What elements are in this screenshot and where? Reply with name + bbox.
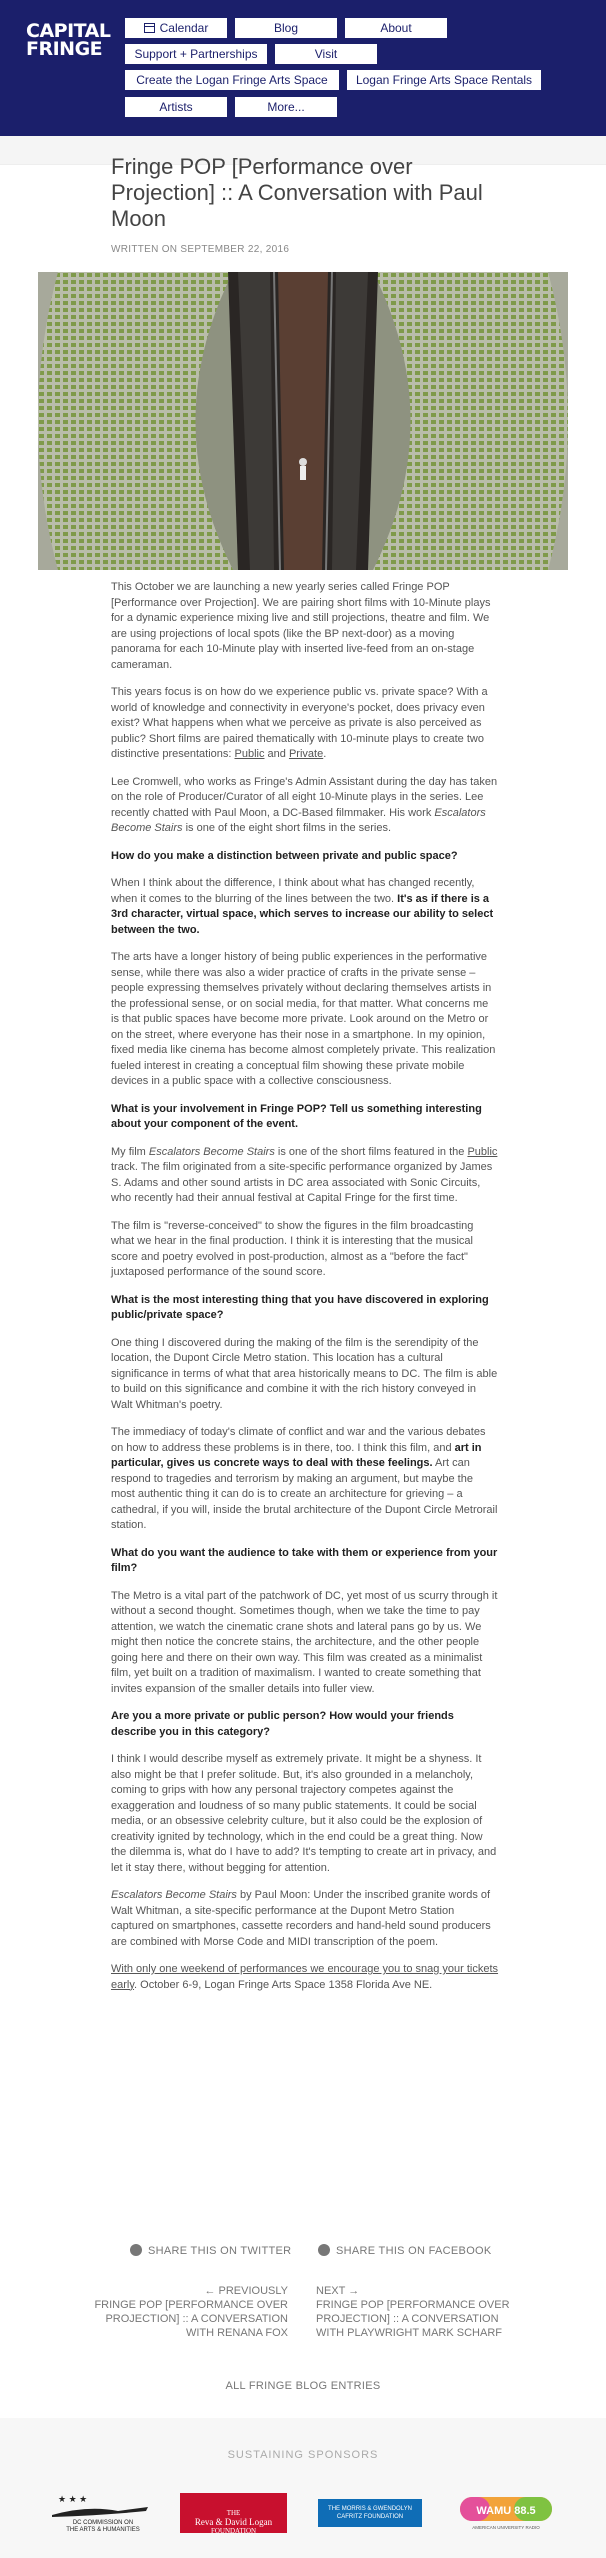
twitter-icon: [130, 2244, 142, 2256]
text-span: is one of the eight short films in the series.: [182, 822, 392, 834]
text-span: . October 6-9, Logan Fringe Arts Space 1358 Florida Ave NE.: [134, 1978, 433, 1991]
logan-line-3: FOUNDATION: [210, 2527, 257, 2535]
nav-about-button[interactable]: About: [345, 18, 447, 38]
answer-5: One thing I discovered during the making of the film is the serendipity of the location, the Dupont Circle Metro station. This location has a cultural significance in terms of what that area historically means to DC. The film is able to build on this significance and combine it with the rich history conveyed in Walt Whitman's poetry.: [111, 1336, 498, 1411]
text-span: track. The film originated from a site-specific performance organized by James S. Adams and other sound artists in DC area associated with Sonic Circuits, who recently had their annual festival at Capital Fringe for the first time.: [111, 1161, 493, 1204]
logan-line-2: Reva & David Logan: [194, 2517, 273, 2527]
cafritz-foundation-logo[interactable]: [318, 2499, 422, 2527]
answer-3: [111, 1145, 499, 1207]
paragraph-focus: [111, 685, 499, 763]
film-title: Escalators Become Stairs: [111, 1889, 237, 1901]
nav-logan-rentals-button[interactable]: Logan Fringe Arts Space Rentals: [347, 70, 541, 90]
capital-fringe-logo[interactable]: [26, 22, 111, 58]
answer-4: The film is "reverse-conceived" to show the figures in the film broadcasting what we hear in the final production. I think it is interesting that the musical score and poetry evolved in post-production, almost as a "before the fact" juxtaposed performance of the sound score.: [111, 1219, 474, 1278]
hero-image: [38, 272, 568, 570]
tickets-paragraph: [111, 1962, 499, 1993]
text-span: My film: [111, 1145, 149, 1158]
emphasis-text: It's as if there is a 3rd character, virtual space, which serves to increase our ability to select between the two.: [111, 892, 494, 936]
answer-8: I think I would describe myself as extremely private. It might be a shyness. It also might be that I prefer solitude. But, it's also grounded in a melancholy, coming to grips with how any personal trajectory competes against the exaggeration and loudness of so many public statements. It could be social media, or an obsessive celebrity culture, but it also could be the explosion of creativity ignited by technology, which in the end could be a great thing. Now the dilemma is, what do I have to add? It's tempting to create art in privacy, and let it stay there, without begging for attention.: [111, 1753, 497, 1874]
share-label: SHARE THIS ON TWITTER: [148, 2245, 292, 2257]
question-2: What is your involvement in Fringe POP? Tell us something interesting about your component of the event.: [111, 1102, 482, 1130]
article-body: [111, 580, 499, 2005]
film-title: Escalators Become Stairs: [148, 1145, 275, 1158]
answer-1: [111, 876, 499, 938]
nav-artists-button[interactable]: Artists: [125, 97, 227, 117]
morris-line-2: CAFRITZ FOUNDATION: [336, 2514, 404, 2520]
previous-title: FRINGE POP [PERFORMANCE OVER PROJECTION] :: A CONVERSATION WITH RENANA FOX: [94, 2299, 288, 2339]
text-span: Lee Cromwell, who works as Fringe's Admin Assistant during the day has taken on the role of Producer/Curator of all eight 10-Minute plays in the series. Lee recently chatted with Paul Moon, a DC-Based filmmaker. His work: [111, 775, 498, 819]
nav-support-button[interactable]: Support + Partnerships: [125, 44, 267, 64]
dc-line-2: THE ARTS & HUMANITIES: [66, 2527, 140, 2533]
sponsors-title: SUSTAINING SPONSORS: [227, 2449, 379, 2461]
text-span: and: [264, 748, 289, 760]
paragraph-intro: This October we are launching a new yearly series called Fringe POP [Performance over Projection]. We are pairing short films with 10-Minute plays for a dynamic experience mixing live and still projections, theatre and film. We are using projections of local spots (like the BP next-door) as a moving panorama for each 10-Minute play with inserted live-feed from an on-stage cameraman.: [111, 581, 491, 671]
logan-foundation-logo[interactable]: [180, 2493, 287, 2533]
morris-line-1: THE MORRIS & GWENDOLYN: [328, 2506, 412, 2512]
logo-line-1: CAPITAL: [26, 20, 111, 42]
share-label: SHARE THIS ON FACEBOOK: [336, 2245, 492, 2257]
dc-commission-logo[interactable]: [48, 2493, 158, 2533]
text-span: .: [323, 748, 327, 760]
nav-label: Calendar: [159, 21, 209, 35]
calendar-icon: [144, 23, 155, 33]
previous-post-link[interactable]: [90, 2284, 288, 2340]
nav-create-logan-button[interactable]: Create the Logan Fringe Arts Space: [125, 70, 339, 90]
text-span: The immediacy of today's climate of conflict and war and the various debates on how to address these problems is in there, too. I think this film, and: [111, 1426, 486, 1454]
sponsors-section: [0, 2418, 606, 2558]
emphasis-text: art in particular, gives us concrete ways to deal with these feelings.: [111, 1441, 482, 1469]
paragraph-lee: [111, 775, 499, 837]
film-title: Escalators Become Stairs: [111, 806, 486, 834]
nav-more-button[interactable]: More...: [235, 97, 337, 117]
next-label: NEXT →: [316, 2285, 360, 2297]
private-link[interactable]: Private: [288, 748, 324, 760]
escalator-tunnel-illustration: [38, 272, 568, 570]
wamu-mark: [454, 2493, 558, 2533]
text-span: When I think about the difference, I think about what has changed recently, when it comes to the blurring of the lines between the two.: [111, 877, 475, 905]
previous-label: ← PREVIOUSLY: [204, 2285, 288, 2297]
answer-6: [111, 1425, 499, 1534]
wamu-logo[interactable]: [454, 2493, 558, 2533]
question-1: How do you make a distinction between private and public space?: [111, 849, 458, 862]
nav-visit-button[interactable]: Visit: [275, 44, 377, 64]
wamu-text: WAMU 88.5: [476, 2505, 536, 2517]
public-track-link[interactable]: Public: [467, 1145, 498, 1158]
answer-2: The arts have a longer history of being public experiences in the performative sense, while there was also a wider practice of crafts in the private sense – people expressing themselves privately without declaring themselves artists in the professional sense, or on social media, for that matter. What concerns me is that public spaces have become more private. Look around on the Metro or on the street, where everyone has their nose in a smartphone. In my opinion, fixed media like cinema has become almost completely private. This realization fueled interest in creating a conceptual film showing these private mobile devices in a public space with a collective consciousness.: [111, 951, 496, 1087]
post-date: WRITTEN ON SEPTEMBER 22, 2016: [111, 244, 290, 255]
wamu-subtext: AMERICAN UNIVERSITY RADIO: [472, 2525, 540, 2530]
question-5: Are you a more private or public person? How would your friends describe you in this category?: [111, 1710, 454, 1738]
share-facebook-button[interactable]: [318, 2244, 492, 2257]
all-blog-entries-link[interactable]: ALL FRINGE BLOG ENTRIES: [225, 2380, 381, 2392]
public-link[interactable]: Public: [234, 748, 265, 760]
site-header: [0, 0, 606, 136]
film-credit: [111, 1888, 499, 1950]
facebook-icon: [318, 2244, 330, 2256]
dc-commission-mark: [48, 2493, 158, 2533]
answer-7: The Metro is a vital part of the patchwork of DC, yet most of us scurry through it without a second thought. Sometimes though, when we take the time to pay attention, we watch the cinematic crane shots and lateral pans go by us. We might then notice the concrete stains, the architecture, and the other people going here and there on their own way. This film was created as a minimalist film, yet built on a tradition of maximalism. I wanted to create something that invites expansion of the smaller details into fuller view.: [111, 1589, 498, 1695]
text-span: Art can respond to tragedies and terrorism by making an argument, but maybe the most authentic thing it can do is to create an architecture for grieving – a cathedral, if you will, inside the brutal architecture of the Dupont Circle Metrorail station.: [111, 1457, 498, 1531]
tickets-link[interactable]: With only one weekend of performances we encourage you to snag your tickets early: [111, 1963, 499, 1991]
nav-calendar-button[interactable]: [125, 18, 227, 38]
post-title: Fringe POP [Performance over Projection] :: A Conversation with Paul Moon: [111, 154, 483, 231]
logan-line-1: THE: [226, 2509, 241, 2517]
question-3: What is the most interesting thing that you have discovered in exploring public/private space?: [111, 1293, 489, 1321]
next-post-link[interactable]: [316, 2284, 522, 2340]
logo-line-2: FRINGE: [26, 38, 103, 60]
question-4: What do you want the audience to take with them or experience from your film?: [111, 1546, 498, 1574]
nav-blog-button[interactable]: Blog: [235, 18, 337, 38]
svg-text:★ ★ ★: ★ ★ ★: [58, 2494, 88, 2504]
dc-line-1: DC COMMISSION ON: [72, 2520, 134, 2526]
text-span: by Paul Moon: Under the inscribed granite words of Walt Whitman, a site-specific performance at the Dupont Metro Station captured on smartphones, cassette recorders and hand-held sound producers are combined with Morse Code and MIDI transcription of the poem.: [111, 1889, 491, 1948]
next-title: FRINGE POP [PERFORMANCE OVER PROJECTION] :: A CONVERSATION WITH PLAYWRIGHT MARK SCHARF: [316, 2299, 510, 2339]
text-span: This years focus is on how do we experience public vs. private space? With a world of knowledge and connectivity in everyone's pocket, does privacy even exist? What happens when what we perceive as private is also perceived as public? Short films are paired thematically with 10-minute plays to create two distinctive presentations:: [111, 686, 488, 760]
share-twitter-button[interactable]: [130, 2244, 291, 2257]
text-span: is one of the short films featured in the: [274, 1145, 468, 1158]
